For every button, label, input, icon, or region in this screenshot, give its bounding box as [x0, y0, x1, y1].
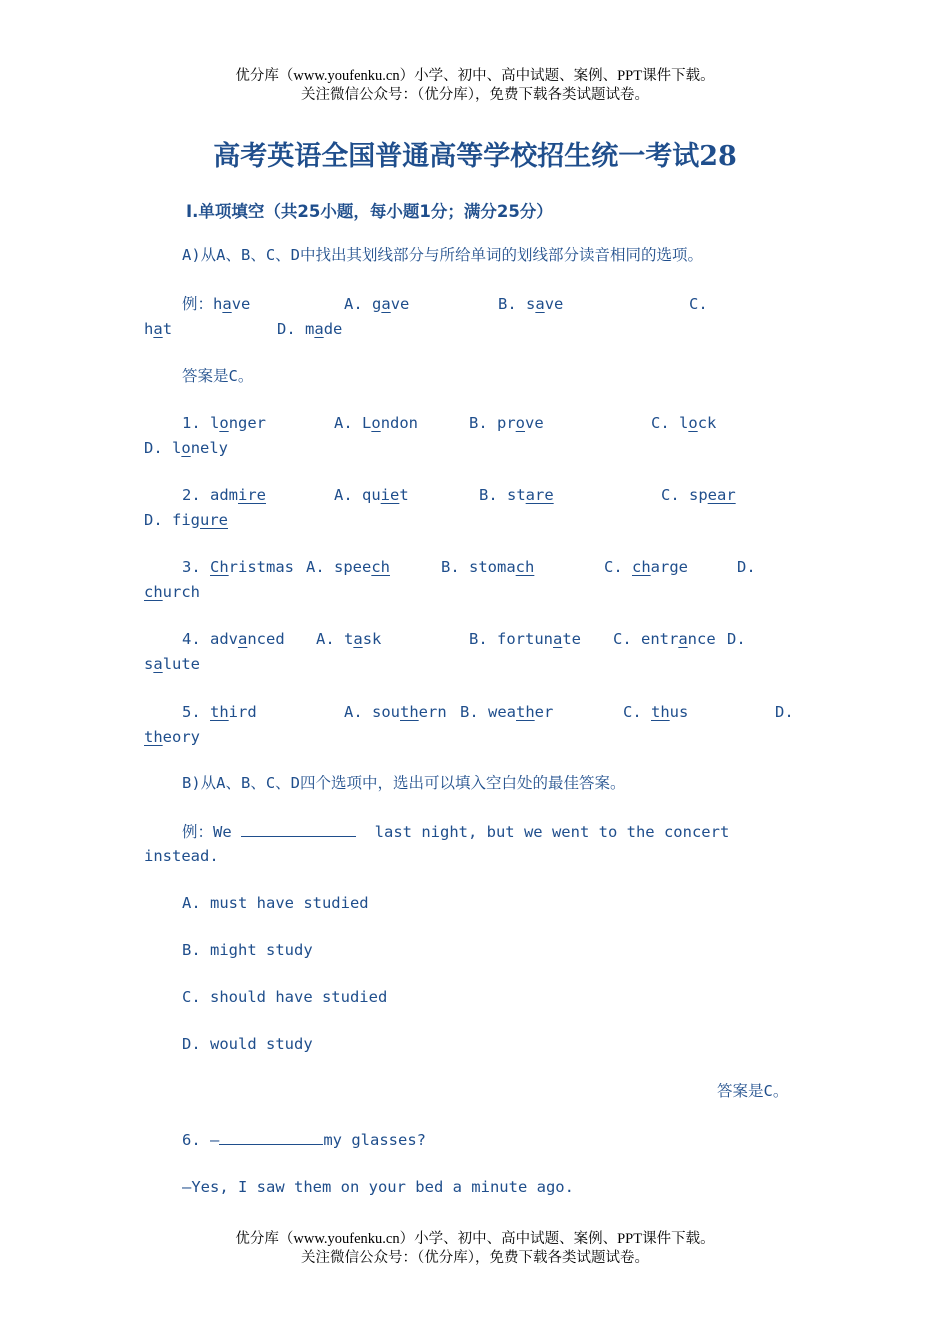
page-title: 高考英语全国普通高等学校招生统一考试28	[213, 141, 737, 172]
question-1-option-c: C. lock	[651, 414, 717, 432]
example-choice-a: A. must have studied	[182, 894, 369, 912]
part-b-example-cont: instead.	[144, 847, 219, 865]
footer-line-2: 关注微信公众号：（优分库），免费下载各类试题试卷。	[301, 1250, 649, 1266]
question-4-option-a: A. task	[316, 630, 382, 648]
example-choice-d: D. would study	[182, 1035, 313, 1053]
question-2-option-b: B. stare	[479, 486, 554, 504]
example-option-b: B. save	[498, 295, 564, 313]
section-heading: Ⅰ.单项填空（共25小题，每小题1分；满分25分）	[186, 202, 553, 221]
example-option-a: A. gave	[344, 295, 410, 313]
part-b-example: 例：We last night, but we went to the concert	[182, 823, 730, 841]
question-5-option-d-word: theory	[144, 728, 200, 746]
question-1-option-d: D. lonely	[144, 439, 229, 457]
header-line-2: 关注微信公众号：（优分库），免费下载各类试题试卷。	[301, 87, 649, 103]
question-3-option-a: A. speech	[306, 558, 390, 576]
question-1-option-b: B. prove	[469, 414, 544, 432]
part-a-instruction: A)从A、B、C、D中找出其划线部分与所给单词的划线部分读音相同的选项。	[182, 246, 703, 264]
question-2-option-c: C. spear	[661, 486, 736, 504]
example-option-d: D. made	[277, 320, 343, 338]
question-5-word: 5. third	[182, 703, 257, 721]
example-word: 例：have	[182, 295, 251, 313]
question-2-option-a: A. quiet	[334, 486, 409, 504]
question-6: 6. — my glasses?	[182, 1131, 426, 1149]
question-5-option-b: B. weather	[460, 703, 554, 721]
question-2-word: 2. admire	[182, 486, 266, 504]
question-2-option-d: D. figure	[144, 511, 228, 529]
question-4-word: 4. advanced	[182, 630, 285, 648]
question-5-option-d-label: D.	[775, 703, 794, 721]
footer-line-1: 优分库（www.youfenku.cn）小学、初中、高中试题、案例、PPT课件下载。	[235, 1231, 715, 1247]
question-3-word: 3. Christmas	[182, 558, 294, 576]
question-5-option-a: A. southern	[344, 703, 447, 721]
header-line-1: 优分库（www.youfenku.cn）小学、初中、高中试题、案例、PPT课件下载。	[235, 68, 715, 84]
question-4-option-d-label: D.	[727, 630, 746, 648]
question-1-word: 1. longer	[182, 414, 267, 432]
question-5-option-c: C. thus	[623, 703, 689, 721]
answer-blank	[219, 1129, 323, 1145]
question-3-option-d-word: church	[144, 583, 200, 601]
question-4-option-d-word: salute	[144, 655, 201, 673]
example-choice-b: B. might study	[182, 941, 313, 959]
example-option-c-word: hat	[144, 320, 173, 338]
part-b-answer: 答案是C。	[717, 1082, 789, 1100]
question-3-option-c: C. charge	[604, 558, 688, 576]
question-4-option-c: C. entrance	[613, 630, 716, 648]
question-3-option-d-label: D.	[737, 558, 756, 576]
example-choice-c: C. should have studied	[182, 988, 388, 1006]
question-3-option-b: B. stomach	[441, 558, 535, 576]
answer-blank	[241, 821, 356, 837]
question-1-option-a: A. London	[334, 414, 419, 432]
part-b-instruction: B)从A、B、C、D四个选项中，选出可以填入空白处的最佳答案。	[182, 774, 626, 792]
question-4-option-b: B. fortunate	[469, 630, 582, 648]
example-option-c-label: C.	[689, 295, 708, 313]
example-answer: 答案是C。	[182, 367, 254, 385]
question-6-reply: —Yes, I saw them on your bed a minute ago.	[182, 1178, 574, 1196]
